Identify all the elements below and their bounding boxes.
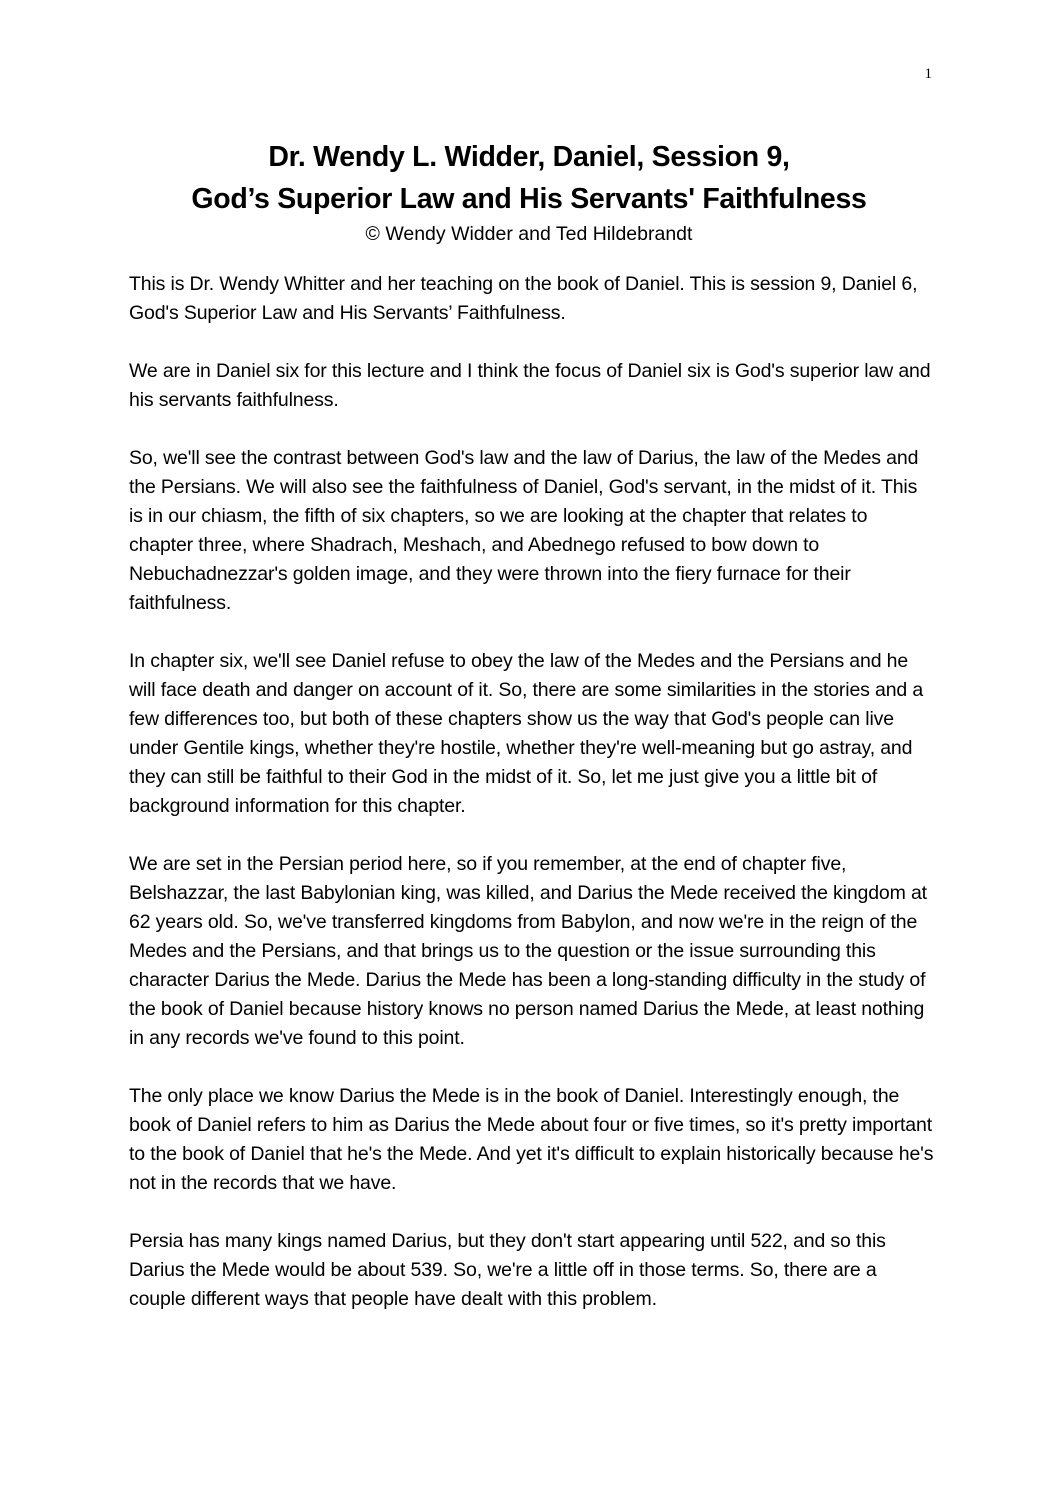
title-line-1: Dr. Wendy L. Widder, Daniel, Session 9,	[268, 141, 790, 173]
paragraph: Persia has many kings named Darius, but they don't start appearing until 522, and so this Darius the Mede would be about 539. So, we're a little off in those terms. So, there are a couple different ways that people have dealt with this problem.	[129, 1230, 886, 1310]
paragraph: The only place we know Darius the Mede is in the book of Daniel. Interestingly enough, the book of Daniel refers to him as Darius the Mede about four or five times, so it's pretty important to the book of Daniel that he's the Mede. And yet it's difficult to explain historically because he's not in the records that we have.	[129, 1085, 934, 1194]
paragraph: This is Dr. Wendy Whitter and her teaching on the book of Daniel. This is session 9, Daniel 6, God's Superior Law and His Servants’ Faithfulness.	[129, 273, 918, 324]
paragraph: So, we'll see the contrast between God's law and the law of Darius, the law of the Medes and the Persians. We will also see the faithfulness of Daniel, God's servant, in the midst of it. This is in our chiasm, the fifth of six chapters, so we are looking at the chapter that relates to chapter three, where Shadrach, Meshach, and Abednego refused to bow down to Nebuchadnezzar's golden image, and they were thrown into the fiery furnace for their faithfulness.	[129, 447, 919, 614]
document-header	[129, 136, 929, 248]
copyright-line: © Wendy Widder and Ted Hildebrandt	[365, 223, 693, 245]
paragraph: In chapter six, we'll see Daniel refuse to obey the law of the Medes and the Persians and he will face death and danger on account of it. So, there are some similarities in the stories and a few differences too, but both of these chapters show us the way that God's people can live under Gentile kings, whether they're hostile, whether they're well-meaning but go astray, and they can still be faithful to their God in the midst of it. So, let me just give you a little bit of background information for this chapter.	[129, 650, 924, 817]
paragraph: We are in Daniel six for this lecture and I think the focus of Daniel six is God's superior law and his servants faithfulness.	[129, 360, 931, 411]
title-line-2: God’s Superior Law and His Servants' Faithfulness	[191, 183, 867, 215]
document-body	[129, 270, 934, 1343]
paragraph: We are set in the Persian period here, so if you remember, at the end of chapter five, Belshazzar, the last Babylonian king, was killed, and Darius the Mede received the kingdom at 62 years old. So, we've transferred kingdoms from Babylon, and now we're in the reign of the Medes and the Persians, and that brings us to the question or the issue surrounding this character Darius the Mede. Darius the Mede has been a long-standing difficulty in the study of the book of Daniel because history knows no person named Darius the Mede, at least nothing in any records we've found to this point.	[129, 853, 927, 1049]
page-number: 1	[924, 66, 932, 82]
